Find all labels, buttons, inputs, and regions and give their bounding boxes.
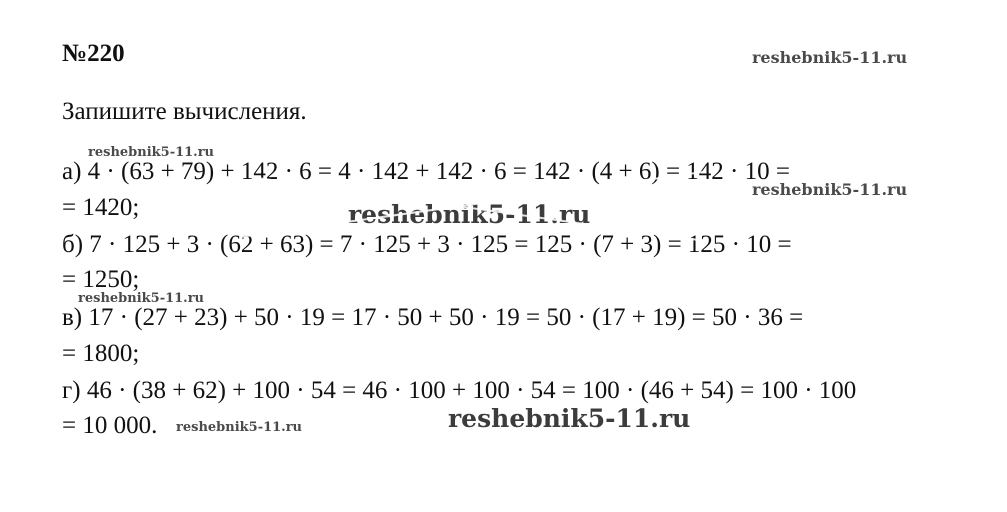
solution-line-b: б) 7 · 125 + 3 · (62 + 63) = 7 · 125 + 3 · 125 = 125 · (7 + 3) = 125 · 10 = xyxy=(62,231,792,258)
solution-line-a: а) 4 · (63 + 79) + 142 · 6 = 4 · 142 + 142 · 6 = 142 · (4 + 6) = 142 · 10 = xyxy=(62,158,790,185)
header-watermark: reshebnik5-11.ru xyxy=(752,48,908,67)
solution-line-d-result: = 10 000. xyxy=(62,412,158,439)
watermark-bottom-big: reshebnik5-11.ru xyxy=(448,404,691,433)
solution-line-a-result: = 1420; xyxy=(62,194,140,221)
watermark-small-top: reshebnik5-11.ru xyxy=(88,145,215,160)
solution-line-c: в) 17 · (27 + 23) + 50 · 19 = 17 · 50 + 50 · 19 = 50 · (17 + 19) = 50 · 36 = xyxy=(62,304,804,331)
solution-line-c-result: = 1800; xyxy=(62,340,140,367)
task-prompt: Запишите вычисления. xyxy=(62,98,307,125)
watermark-inline-small: reshebnik5-11.ru xyxy=(176,420,303,435)
watermark-center-big: reshebnik5-11.ru xyxy=(348,200,591,229)
problem-number: №220 xyxy=(62,40,125,67)
solution-line-b-result: = 1250; xyxy=(62,266,140,293)
solution-line-d: г) 46 · (38 + 62) + 100 · 54 = 46 · 100 + 100 · 54 = 100 · (46 + 54) = 100 · 100 xyxy=(62,377,857,404)
watermark-right-mid: reshebnik5-11.ru xyxy=(752,180,908,199)
watermark-small-left: reshebnik5-11.ru xyxy=(78,291,205,306)
